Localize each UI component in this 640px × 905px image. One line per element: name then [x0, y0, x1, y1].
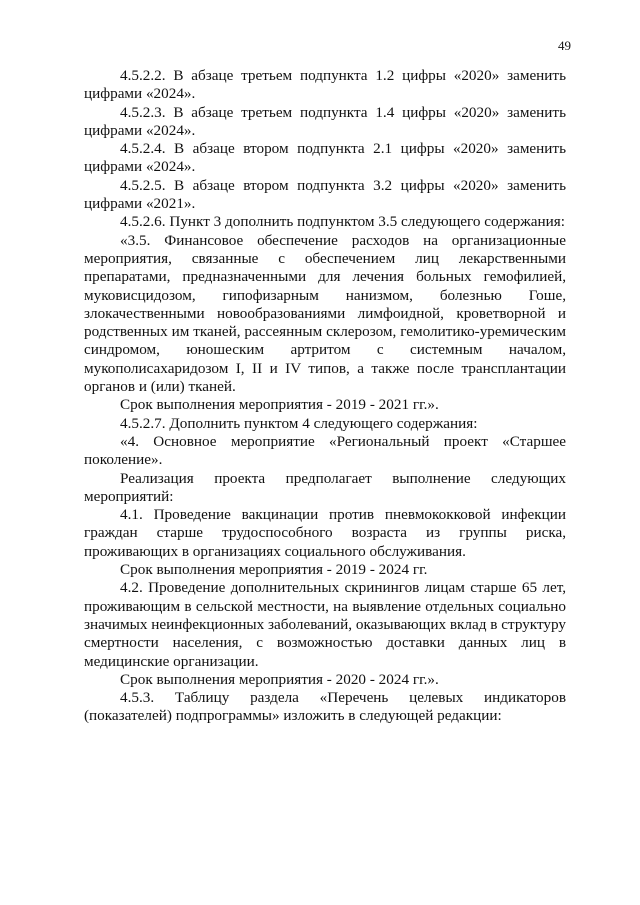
paragraph-4-5-2-5: 4.5.2.5. В абзаце втором подпункта 3.2 цифры «2020» заменить цифрами «2021». [84, 176, 566, 213]
paragraph-3-5: «3.5. Финансовое обеспечение расходов на организационные мероприятия, связанные с обеспечением лиц лекарственными препаратами, предназначенными для лечения больных гемофилией, муковисцидозом, гипофизарным нанизмом, болезнью Гоше, злокачественными новообразованиями лимфоидной, кроветворной и родственных им тканей, рассеянным склерозом, гемолитико-уремическим синдромом, юношеским артритом с системным началом, мукополисахаридозом I, II и IV типов, а также после трансплантации органов и (или) тканей. [84, 231, 566, 396]
page-number: 49 [558, 38, 571, 53]
paragraph-4-5-2-3: 4.5.2.3. В абзаце третьем подпункта 1.4 цифры «2020» заменить цифрами «2024». [84, 103, 566, 139]
paragraph-4-5-2-6: 4.5.2.6. Пункт 3 дополнить подпунктом 3.5 следующего содержания: [120, 213, 565, 231]
paragraph-4-2: 4.2. Проведение дополнительных скринингов лицам старше 65 лет, проживающим в сельской местности, на выявление отдельных социально значимых неинфекционных заболеваний, оказывающих вклад в структуру смертности населения, с возможностью доставки данных лиц в медицинские организации. [84, 579, 566, 670]
paragraph-4-5-3: 4.5.3. Таблицу раздела «Перечень целевых индикаторов (показателей) подпрограммы» изложить в следующей редакции: [84, 689, 566, 725]
paragraph-deadline-4-2: Срок выполнения мероприятия - 2020 - 2024 гг.». [120, 670, 439, 688]
paragraph-deadline-3-5: Срок выполнения мероприятия - 2019 - 2021 гг.». [120, 396, 439, 414]
paragraph-deadline-4-1: Срок выполнения мероприятия - 2019 - 2024 гг. [120, 561, 428, 579]
document-body [84, 67, 566, 726]
paragraph-4-1: 4.1. Проведение вакцинации против пневмококковой инфекции граждан старше трудоспособного возраста из группы риска, проживающих в организациях социального обслуживания. [84, 506, 566, 560]
paragraph-implementation: Реализация проекта предполагает выполнение следующих мероприятий: [84, 469, 566, 505]
paragraph-4-main-event: «4. Основное мероприятие «Региональный проект «Старшее поколение». [84, 432, 566, 469]
paragraph-4-5-2-2: 4.5.2.2. В абзаце третьем подпункта 1.2 цифры «2020» заменить цифрами «2024». [84, 67, 566, 103]
paragraph-4-5-2-7: 4.5.2.7. Дополнить пунктом 4 следующего содержания: [120, 414, 478, 432]
paragraph-4-5-2-4: 4.5.2.4. В абзаце втором подпункта 2.1 цифры «2020» заменить цифрами «2024». [84, 140, 566, 176]
